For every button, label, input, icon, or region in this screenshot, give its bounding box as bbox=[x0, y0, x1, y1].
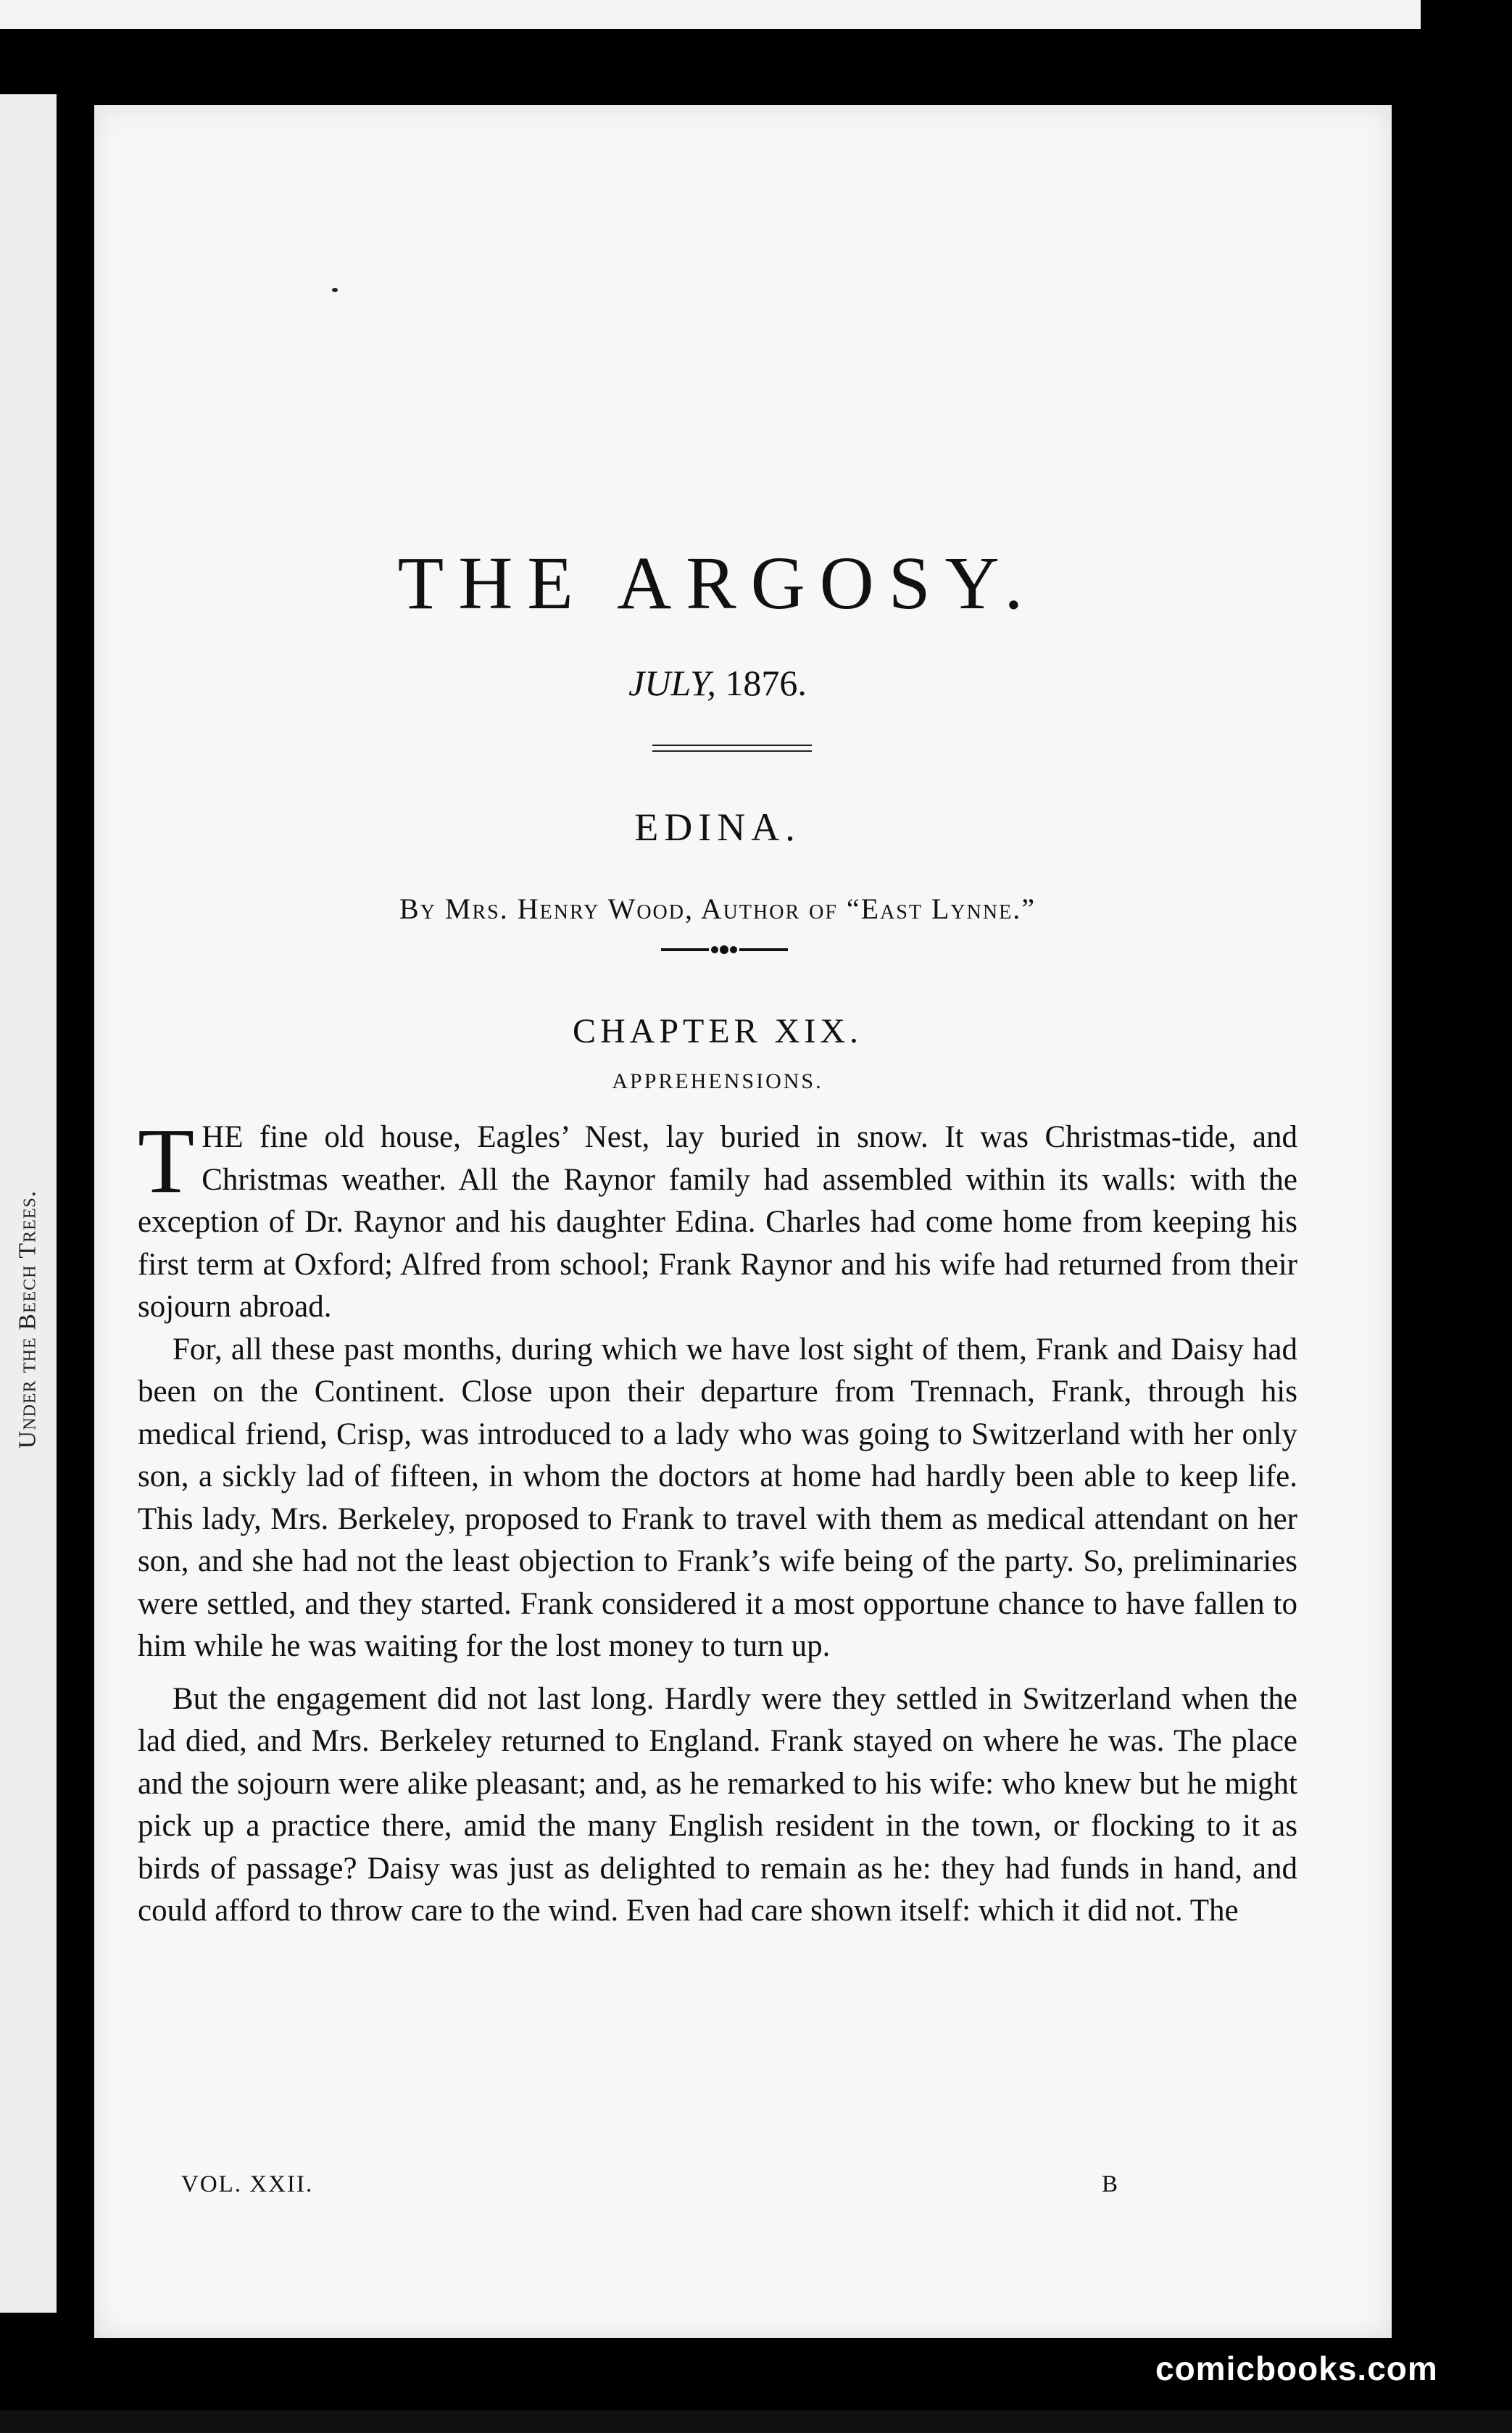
previous-page-strip bbox=[0, 0, 1421, 29]
chapter-subtitle: APPREHENSIONS. bbox=[612, 1069, 823, 1093]
issue-date bbox=[138, 662, 1297, 704]
paragraph-3: But the engagement did not last long. Hardly were they settled in Switzerland when the lad died, and Mrs. Berkeley returned to England. Frank stayed on where he was. The place and the sojourn were alike pleasant; and, as he remarked to his wife: who knew but he might pick up a practice there, amid the many English resident in the town, or flocking to it as birds of passage? Daisy was just as delighted to remain as he: they had funds in hand, and could afford to throw care to the wind. Even had care shown itself: which it did not. The bbox=[138, 1681, 1297, 1928]
left-page-edge bbox=[0, 94, 57, 2313]
site-watermark: comicbooks.com bbox=[1155, 2350, 1438, 2387]
byline: By Mrs. Henry Wood, Author of “East Lynne.” bbox=[399, 892, 1036, 925]
issue-month: JULY, bbox=[628, 663, 716, 703]
ornament-divider bbox=[661, 942, 788, 957]
paragraph-1 bbox=[138, 1109, 1297, 1329]
story-title: EDINA. bbox=[634, 805, 801, 849]
double-rule-divider bbox=[652, 745, 812, 752]
paragraph-1-text: HE fine old house, Eagles’ Nest, lay buried in snow. It was Christmas-tide, and Christmas weather. All the Raynor family had assembled within its walls: with the exception of Dr. Raynor and his daughter Edina. Charles had come home from keeping his first term at Oxford; Alfred from school; Frank Raynor and his wife had returned from their sojourn abroad. bbox=[138, 1120, 1297, 1324]
running-title-margin bbox=[7, 1131, 48, 1508]
book-page bbox=[94, 105, 1392, 2338]
drop-cap: T bbox=[138, 1109, 195, 1212]
paragraph-2: For, all these past months, during which we have lost sight of them, Frank and Daisy had been on the Continent. Close upon their departure from Trennach, Frank, through his medical friend, Crisp, was introduced to a lady who was going to Switzerland with her only son, a sickly lad of fifteen, in whom the doctors at home had hardly been able to keep life. This lady, Mrs. Berkeley, proposed to Frank to travel with them as medical attendant on her son, and she had not the least objection to Frank’s wife being of the party. So, preliminaries were settled, and they started. Frank considered it a most opportune chance to have fallen to him while he was waiting for the lost money to turn up. bbox=[138, 1332, 1297, 1663]
volume-number: VOL. XXII. bbox=[181, 2171, 314, 2197]
chapter-heading: CHAPTER XIX. bbox=[572, 1012, 863, 1050]
ink-speck bbox=[332, 288, 338, 292]
journal-title: THE ARGOSY. bbox=[397, 542, 1038, 625]
issue-year: 1876. bbox=[725, 663, 807, 703]
signature-mark: B bbox=[1102, 2171, 1118, 2197]
running-title-text: Under the Beech Trees. bbox=[14, 1190, 41, 1449]
bottom-scan-edge bbox=[0, 2411, 1512, 2433]
body-text bbox=[138, 1109, 1297, 1933]
